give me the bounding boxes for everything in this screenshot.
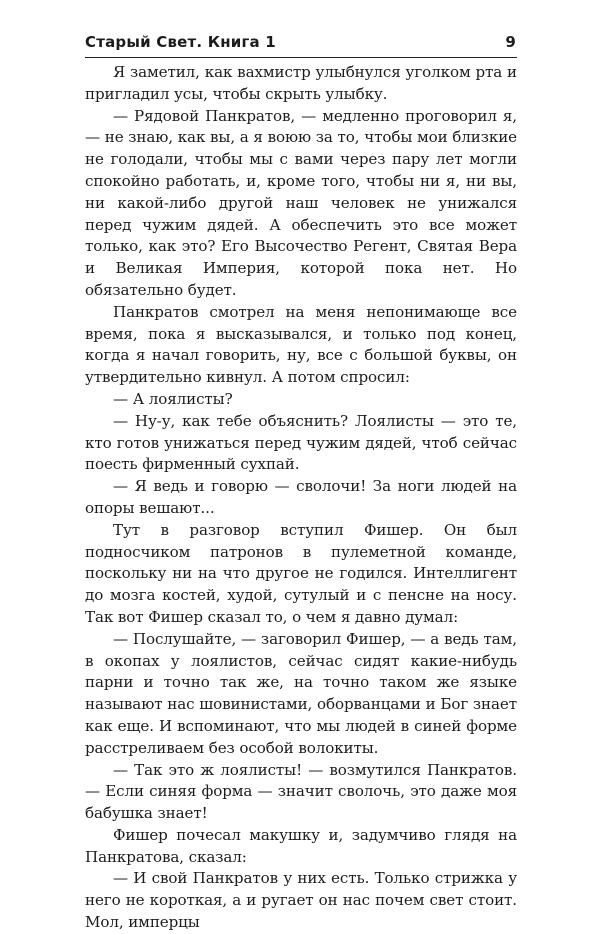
page-number: 9	[505, 33, 516, 51]
paragraph: — Послушайте, — заговорил Фишер, — а ведь там, в окопах у лоялистов, сейчас сидят какие-нибудь парни и точно так же, на точно таком же языке называют нас шовинистами, оборванцами и Бог знает как еще. И вспоминают, что мы людей в синей форме расстреливаем без особой волокиты.	[85, 629, 517, 757]
paragraph: — А лоялисты?	[113, 389, 233, 408]
paragraph: — Так это ж лоялисты! — возмутился Панкратов. — Если синяя форма — значит сволочь, это даже моя бабушка знает!	[85, 760, 517, 823]
paragraph: Фишер почесал макушку и, задумчиво глядя на Панкратова, сказал:	[85, 825, 517, 866]
running-header	[85, 33, 517, 58]
book-title: Старый Свет. Книга 1	[85, 33, 276, 51]
paragraph: — Я ведь и говорю — сволочи! За ноги людей на опоры вешают...	[85, 477, 517, 517]
paragraph: — Ну-у, как тебе объяснить? Лоялисты — это те, кто готов унижаться перед чужим дядей, чтоб сейчас поесть фирменный сухпай.	[85, 411, 517, 474]
paragraph: — И свой Панкратов у них есть. Только стрижка у него не короткая, а и ругает он нас почем свет стоит. Мол, имперцы	[85, 869, 517, 932]
body-text	[85, 62, 517, 934]
paragraph: Панкратов смотрел на меня непонимающе все время, пока я высказывался, и только под конец, когда я начал говорить, ну, все с большой буквы, он утвердительно кивнул. А потом спросил:	[85, 302, 517, 387]
paragraph: Я заметил, как вахмистр улыбнулся уголком рта и пригладил усы, чтобы скрыть улыбку.	[85, 63, 517, 103]
paragraph: — Рядовой Панкратов, — медленно проговорил я, — не знаю, как вы, а я воюю за то, чтобы мои близкие не голодали, чтобы мы с вами через пару лет могли спокойно работать, и, кроме того, чтобы ни я, ни вы, ни какой-либо другой наш человек не унижался перед чужим дядей. А обеспечить это все может только, как это? Его Высочество Регент, Святая Вера и Великая Империя, которой пока нет. Но обязательно будет.	[85, 106, 517, 299]
paragraph: Тут в разговор вступил Фишер. Он был подносчиком патронов в пулеметной команде, поскольку ни на что другое не годился. Интеллигент до мозга костей, худой, сутулый и с пенсне на носу. Так вот Фишер сказал то, о чем я давно думал:	[85, 520, 517, 626]
